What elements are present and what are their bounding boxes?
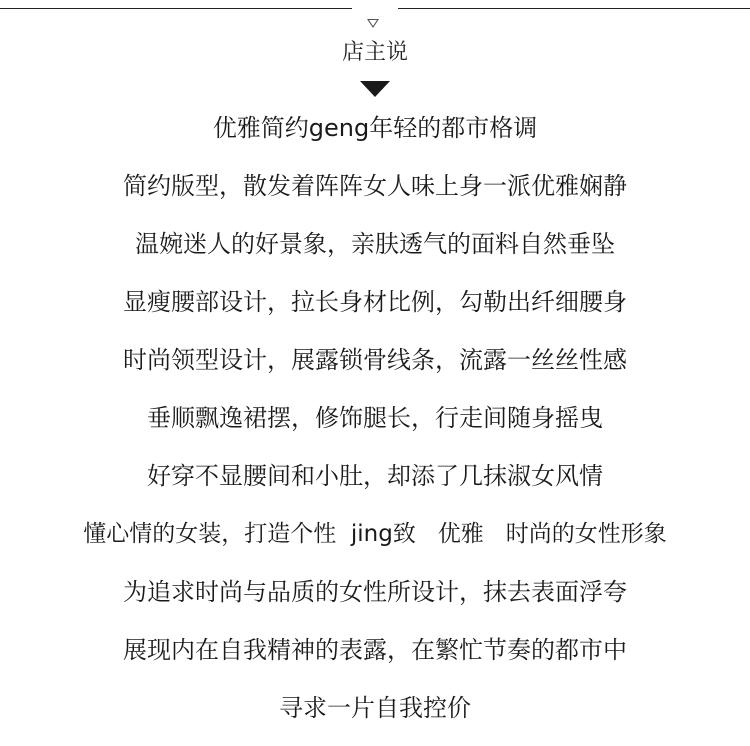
description-line: 展现内在自我精神的表露，在繁忙节奏的都市中: [123, 636, 627, 664]
description-line: 为追求时尚与品质的女性所设计，抹去表面浮夸: [123, 578, 627, 606]
description-text-block: [0, 108, 750, 746]
description-line: 显瘦腰部设计，拉长身材比例，勾勒出纤细腰身: [123, 288, 627, 316]
header-divider-right: [398, 8, 750, 9]
description-line: 寻求一片自我控价: [279, 694, 471, 722]
description-line: 垂顺飘逸裙摆，修饰腿长，行走间随身摇曳: [147, 404, 603, 432]
description-line: 好穿不显腰间和小肚，却添了几抹淑女风情: [147, 462, 603, 490]
header-divider-left: [0, 8, 352, 9]
description-line: 优雅简约geng年轻的都市格调: [212, 114, 538, 142]
description-line: 温婉迷人的好景象，亲肤透气的面料自然垂坠: [135, 230, 615, 258]
description-line: 简约版型，散发着阵阵女人味上身一派优雅娴静: [123, 172, 627, 200]
section-title: 店主说: [341, 40, 408, 65]
description-line: 懂心情的女装，打造个性 jing致 优雅 时尚的女性形象: [83, 521, 667, 547]
triangle-down-outline-icon: [367, 19, 379, 28]
description-line: 时尚领型设计，展露锁骨线条，流露一丝丝性感: [123, 346, 627, 374]
triangle-down-filled-icon: [360, 81, 390, 97]
